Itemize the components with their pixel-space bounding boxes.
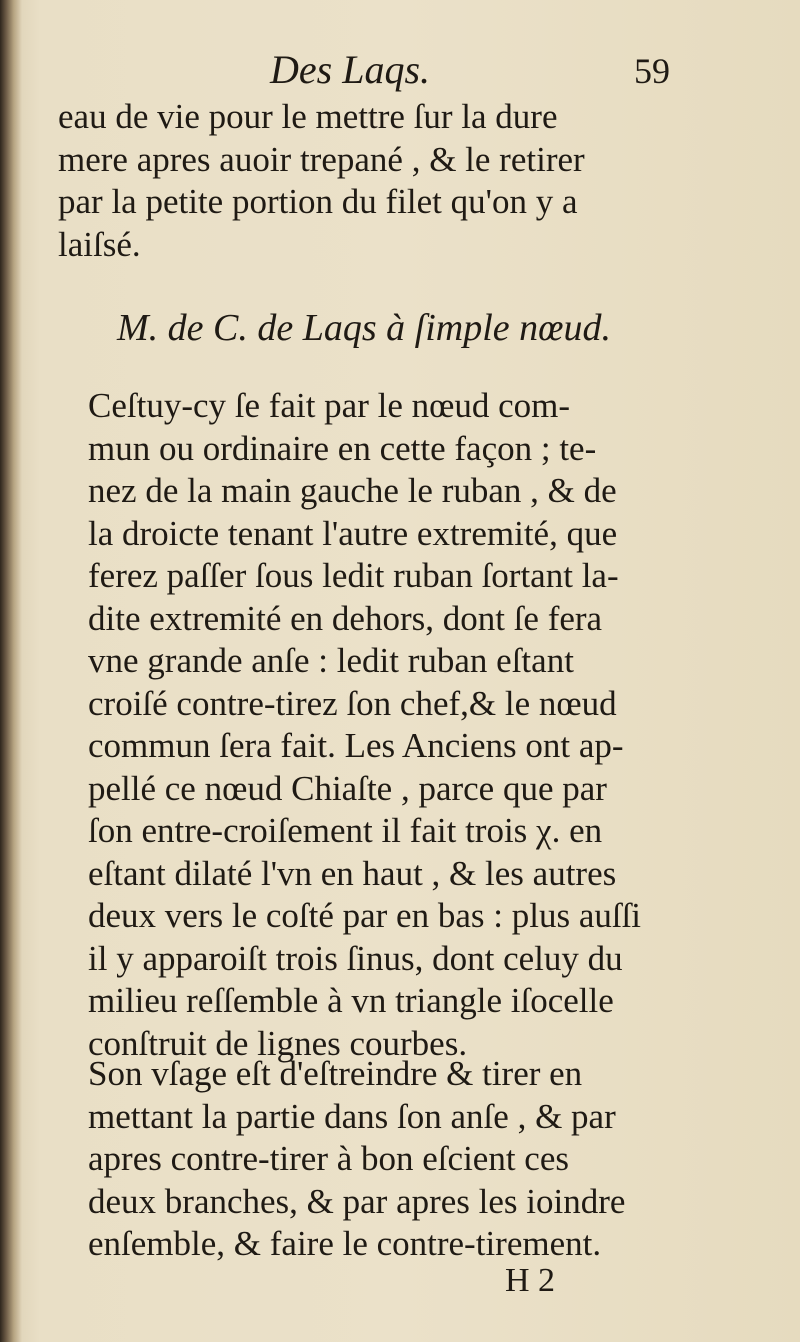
running-title: Des Laqs. (270, 47, 431, 92)
text-line: conſtruit de lignes courbes. (88, 1023, 468, 1063)
text-line: mere apres auoir trepané , & le retirer (58, 139, 585, 179)
text-line: Ceſtuy-cy ſe fait par le nœud com- (88, 386, 571, 425)
page-header (60, 46, 670, 96)
section-heading: M. de C. de Laqs à ſimple nœud. (117, 307, 611, 349)
text-line: commun ſera fait. Les Anciens ont ap- (88, 726, 624, 765)
text-line: mun ou ordinaire en cette façon ; te- (88, 428, 597, 468)
printer-signature-mark: H 2 (505, 1262, 556, 1299)
text-line: enſemble, & faire le contre-tirement. (88, 1224, 602, 1263)
text-line: par la petite portion du filet qu'on y a (58, 182, 578, 221)
text-line: vne grande anſe : ledit ruban eſtant (88, 641, 574, 680)
text-line: eſtant dilaté l'vn en haut , & les autres (88, 853, 617, 893)
page-number: 59 (634, 51, 670, 91)
book-spine-shadow (0, 0, 22, 1342)
text-line: ferez paſſer ſous ledit ruban ſortant la- (88, 556, 619, 595)
text-line: nez de la main gauche le ruban , & de (88, 471, 617, 510)
text-line: il y apparoiſt trois ſinus, dont celuy du (88, 938, 623, 978)
text-line: milieu reſſemble à vn triangle iſocelle (88, 981, 614, 1020)
text-line: la droicte tenant l'autre extremité, que (88, 513, 618, 553)
paragraph-usage (58, 1053, 670, 1266)
paragraph-description (58, 385, 670, 1065)
text-line: croiſé contre-tirez ſon chef,& le nœud (88, 683, 617, 723)
text-line: pellé ce nœud Chiaſte , parce que par (88, 768, 607, 808)
text-line: dite extremité en dehors, dont ſe fera (88, 598, 603, 638)
text-line: apres contre-tirer à bon eſcient ces (88, 1139, 569, 1178)
text-line: mettant la partie dans ſon anſe , & par (88, 1096, 616, 1136)
text-line: Son vſage eſt d'eſtreindre & tirer en (88, 1054, 583, 1093)
text-line: eau de vie pour le mettre ſur la dure (58, 97, 558, 136)
text-line: deux branches, & par apres les ioindre (88, 1181, 626, 1221)
paragraph-continuation (58, 96, 670, 266)
text-line: laiſsé. (58, 224, 141, 264)
text-line: ſon entre-croiſement il fait trois χ. en (88, 811, 603, 850)
text-line: deux vers le coſté par en bas : plus auſſi (88, 896, 642, 935)
